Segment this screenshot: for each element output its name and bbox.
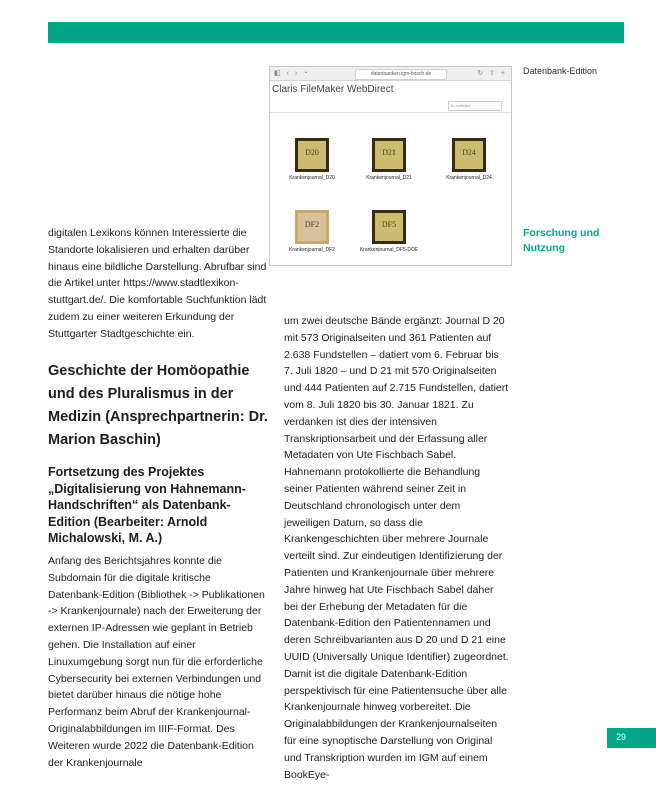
webdirect-screenshot-figure [269, 66, 512, 266]
intro-paragraph: digitalen Lexikons können Interessierte die Standorte lokalisieren und erhalten darüber hinaus eine bildliche Darstellung. Abrufbar sind die Artikel unter https://www.stadtlexikon-stuttgart.de/. Die komfortable Suchfunktion lädt zudem zu einer weiteren Erkundung der Stuttgarter Stadtgeschichte ein. [48, 227, 267, 340]
tile-caption: Krankenjournal_DF2 [289, 247, 335, 253]
browser-action-icons: ↻ ⇪ + [477, 70, 507, 77]
journal-book-icon [372, 138, 406, 172]
search-input[interactable]: In auflisten [448, 101, 502, 111]
tile-caption: Krankenjournal_D24 [446, 175, 492, 181]
journal-tile[interactable] [354, 210, 424, 253]
body-paragraph-right: um zwei deutsche Bände ergänzt: Journal D 20 mit 573 Originalseiten und 361 Patienten auf 2.638 Fundstellen – datiert vom 6. Februar bis 7. Juli 1820 – und D 21 mit 570 Originalseiten und 444 Patienten auf 2.715 Fundstellen, datiert vom 8. Juli 1820 bis 30. Januar 1821. Zu verdanken ist dies der intensiven Transkriptionsarbeit und der Erfassung aller Metadaten von Ute Fischbach Sabel. Hahnemann protokollierte die Behandlung seiner Patienten während seiner Zeit in Deutschland chronologisch unter dem jeweiligen Datum, so dass die Krankengeschichten über mehrere Journale verteilt sind. Zur eindeutigen Identifizierung der Patienten und Krankenjournale über mehrere Jahre hinweg hat Ute Fischbach Sabel daher bei der Erhebung der Metadaten für die Datenbank-Edition den Patientennamen und deren Schreibvarianten aus D 20 und D 21 eine UUID (Universally Unique Identifier) zugeordnet. Damit ist die digitale Datenbank-Edition perspektivisch für eine Patientensuche über alle Krankenjournale hinweg vorbereitet. Die Originalabbildungen der Krankenjournalseiten für eine synoptische Darstellung von Original und Transkription wurden im IGM auf einem BookEye- [284, 315, 509, 781]
journal-tile[interactable] [434, 138, 504, 181]
page-number: 29 [616, 732, 627, 742]
section-label: Datenbank-Edition [523, 66, 598, 76]
tile-caption: Krankenjournal_D20 [289, 175, 335, 181]
app-title: Claris FileMaker WebDirect [272, 84, 394, 95]
tile-caption: Krankenjournal_D21 [366, 175, 412, 181]
journal-book-icon [452, 138, 486, 172]
book-label: DF5 [381, 220, 397, 229]
section-heading: Geschichte der Homöopathie und des Pluralismus in der Medizin (Ansprechpartnerin: Dr. Marion Baschin) [48, 363, 268, 448]
book-label: DF2 [304, 220, 320, 229]
book-label: D20 [305, 148, 319, 157]
page-number-box [607, 728, 656, 748]
browser-nav-icons: ◧ ‹ › ◔ [274, 70, 310, 77]
journal-tile[interactable] [277, 138, 347, 181]
journal-tile[interactable] [277, 210, 347, 253]
body-paragraph-left: Anfang des Berichtsjahres konnte die Subdomain für die digitale kritische Datenbank-Edition (Bibliothek -> Publikationen -> Krankenjournale) nach der Erweiterung der externen IP-Adressen wie geplant in Betrieb gehen. Die Installation auf einer Linuxumgebung sorgt nun für die erforderliche Cybersecurity bei externen Verbindungen und bietet darüber hinaus die nötige hohe Performanz beim Abruf der Krankenjournal-Originalabbildungen im IIIF-Format. Des Weiteren wurde 2022 die Datenbank-Edition der Krankenjournale [48, 555, 265, 769]
app-toolbar [270, 100, 511, 113]
side-heading: Forschung und Nutzung [523, 227, 600, 254]
journal-book-icon [295, 210, 329, 244]
journal-book-icon [372, 210, 406, 244]
book-label: D24 [462, 148, 476, 157]
journal-book-icon [295, 138, 329, 172]
journal-tile[interactable] [354, 138, 424, 181]
browser-url-bar[interactable]: datenbanken.igm-bosch.de [355, 69, 447, 80]
tile-caption: Krankenjournal_DF5-DOE [359, 247, 419, 253]
book-label: D21 [382, 148, 396, 157]
project-subheading: Fortsetzung des Projektes „Digitalisierung von Hahnemann-Handschriften“ als Datenbank-Edition (Bearbeiter: Arnold Michalowski, M. A.) [48, 465, 246, 545]
header-accent-bar [48, 22, 624, 43]
browser-toolbar [270, 67, 511, 81]
